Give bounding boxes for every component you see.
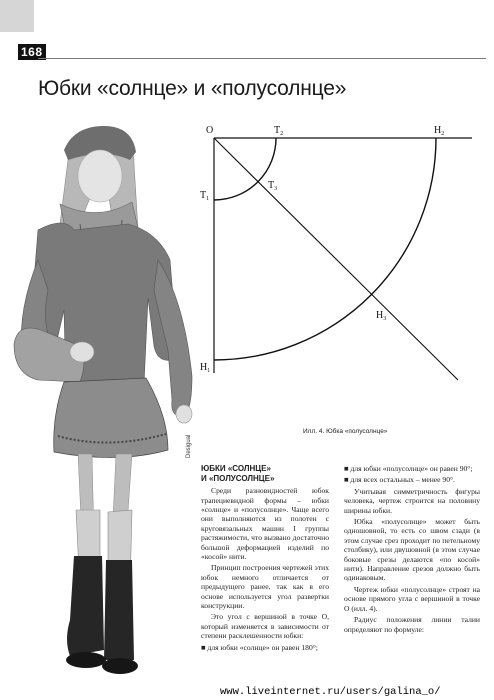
pattern-diagram [196, 118, 492, 394]
paragraph: Радиус положения линии талии определяют по формуле: [344, 615, 480, 634]
text-column-left [201, 464, 329, 654]
label-t1: $T_1$ [200, 190, 210, 202]
label-t2: $T_2$ [274, 125, 284, 137]
bullet-item: ■ для юбки «солнце» он равен 180°; [201, 642, 318, 652]
skirt-shape [54, 378, 168, 458]
face-shape [78, 150, 122, 202]
diagram-caption: Илл. 4. Юбка «полусолнце» [303, 428, 388, 435]
page-title: Юбки «солнце» и «полусолнце» [38, 77, 347, 100]
bullet-item: ■ для юбки «полусолнце» он равен 90°; [344, 464, 473, 473]
label-o: O [206, 125, 214, 136]
hand-shape [70, 342, 94, 362]
photo-credit: Desigual [186, 434, 192, 458]
section-heading-line-2: И «ПОЛУСОЛНЦЕ» [201, 473, 275, 483]
label-h1: $H_1$ [200, 362, 211, 374]
page-corner-tab [0, 0, 34, 32]
label-h2: $H_2$ [434, 125, 445, 137]
bullet-item: ■ для всех остальных – менее 90°. [344, 475, 455, 485]
diagonal-line [214, 138, 458, 380]
text-column-right [344, 464, 480, 636]
model-photo [8, 120, 204, 700]
label-t3: $T_3$ [268, 180, 278, 192]
section-heading-line-1: ЮБКИ «СОЛНЦЕ» [201, 464, 271, 473]
page-number: 168 [18, 44, 46, 60]
paragraph: Принцип построения чертежей этих юбок немного отличается от предыдущего ранее, так как в его основе используется угол развертки конструкции. [201, 563, 329, 611]
paragraph: Учитывая симметричность фигуры человека, чертеж строится на половину ширины юбки. [344, 486, 480, 515]
boots-shape [67, 556, 134, 660]
paragraph: Юбка «полусолнце» может быть одношовной, то есть со швом сзади (в этом случае срез проходит по петельному столбику), или двушовной (в этом случае боковые срезы делаются «по косой» нити). Направление срезов должно быть одинаковым. [344, 517, 480, 583]
footer-url[interactable]: www.liveinternet.ru/users/galina_o/ [220, 686, 441, 698]
paragraph: Среди разновидностей юбок трапециевидной формы – юбки «солнце» и «полусолнце». Чаще всего они выполняются из полотен с круговязальных машин I группы растяжимости, что вызвано достаточно большой деформацией изделий по «косой» нити. [201, 486, 329, 562]
header-rule [38, 58, 486, 59]
label-h3: $H_3$ [376, 310, 387, 322]
paragraph: Чертеж юбки «полусолнце» строят на основе прямого угла с вершиной в точке О (илл. 4). [344, 584, 480, 613]
paragraph: Это угол с вершиной в точке О, который изменяется в зависимости от степени расклешенности юбки: [201, 612, 329, 641]
